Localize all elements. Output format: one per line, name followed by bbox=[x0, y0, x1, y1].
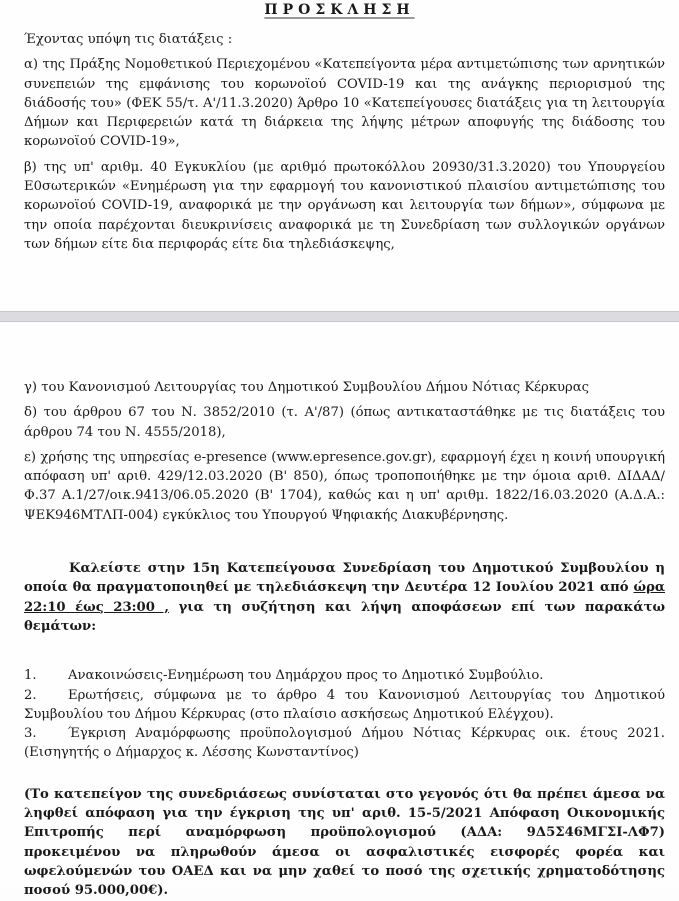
agenda-item-number: 3. bbox=[24, 726, 37, 742]
invitation-time: ώρα 22:10 έως 23:00 , bbox=[24, 580, 665, 615]
provision-beta: β) της υπ' αριθμ. 40 Εγκυκλίου (με αριθμό πρωτοκόλλου 20930/31.3.2020) του Υπουργείου Ε0σωτερικών «Ενημέρωση για την εφαρμογή του κανονιστικού πλαισίου αντιμετώπισης του κορωνοϊού COVID-19, αναφορικά με την οργάνωση και λειτουργία των δήμων», σύμφωνα με την οποία παρέχονται διευκρινίσεις αναφορικά με τη Συνεδρίαση των συλλογικών οργάνων των δήμων είτε δια περιφοράς είτε δια τηλεδιάσκεψης, bbox=[24, 159, 665, 252]
invitation-paragraph bbox=[24, 559, 665, 636]
intro-text: Έχοντας υπόψη τις διατάξεις : bbox=[24, 32, 233, 47]
agenda-item-number: 1. bbox=[24, 668, 37, 684]
document-title-text: ΠΡΟΣΚΛΗΣΗ bbox=[264, 2, 415, 18]
provision-alpha: α) της Πράξης Νομοθετικού Περιεχομένου «Κατεπείγοντα μέρα αντιμετώπισης των αρνητικών συνεπειών της εμφάνισης του κορωνοϊού COVID-19 και της ανάγκης περιορισμού της διάδοσής του» (ΦΕΚ 55/τ. Α'/11.3.2020) Άρθρο 10 «Κατεπείγουσες διατάξεις για τη λειτουργία Δήμων και Περιφερειών κατά τη διάρκεια της λήψης μέτρων αποφυγής της διάδοσης του κορωνοϊού COVID-19», bbox=[24, 57, 665, 150]
page-1-content bbox=[24, 30, 665, 254]
agenda-item bbox=[24, 666, 665, 685]
document-page-1 bbox=[0, 0, 679, 311]
provision-delta: δ) του άρθρου 67 του Ν. 3852/2010 (τ. Α'/87) (όπως αντικαταστάθηκε με τις διατάξεις του άρθρου 74 του Ν. 4555/2018), bbox=[24, 405, 665, 440]
urgency-note: (Το κατεπείγον της συνεδριάσεως συνίσταται στο γεγονός ότι θα πρέπει άμεσα να ληφθεί απόφαση για την έγκριση της υπ' αριθ. 15-5/2021 Απόφαση Οικονομικής Επιτροπής περί αναμόρφωση προϋπολογισμού (ΑΔΑ: 9Δ5Σ46ΜΓΣΙ-ΛΦ7) προκειμένου να πληρωθούν άμεσα οι ασφαλιστικές εισφορές φορέα και ωφελούμενών του ΟΑΕΔ και να μην χαθεί το ποσό της σχετικής χρηματοδότησης ποσού 95.000,00€). bbox=[24, 786, 665, 899]
agenda-item-text: Ερωτήσεις, σύμφωνα με το άρθρο 4 του Κανονισμού Λειτουργίας του Δημοτικού Συμβουλίου του Δήμου Κέρκυρας (στο πλαίσιο ασκήσεως Δημοτικού Ελέγχου). bbox=[24, 687, 665, 722]
agenda-item-text: Ανακοινώσεις-Ενημέρωση του Δημάρχου προς το Δημοτικό Συμβούλιο. bbox=[68, 668, 544, 684]
invitation-text-1: Καλείστε στην 15η Κατεπείγουσα Συνεδρίαση του Δημοτικού Συμβουλίου η οποία θα πραγματοποιηθεί με τηλεδιάσκεψη την Δευτέρα 12 Ιουλίου 2021 από bbox=[24, 561, 665, 596]
invitation-text-2: για τη συζήτηση και λήψη αποφάσεων επί των παρακάτω θεμάτων: bbox=[24, 599, 665, 634]
agenda-item bbox=[24, 686, 665, 725]
provision-gamma: γ) του Κανονισμού Λειτουργίας του Δημοτικού Συμβουλίου Δήμου Νότιας Κέρκυρας bbox=[24, 380, 590, 395]
agenda-item bbox=[24, 724, 665, 763]
agenda-item-number: 2. bbox=[24, 687, 37, 703]
agenda-list bbox=[24, 666, 665, 762]
page-break-divider bbox=[0, 311, 679, 322]
agenda-item-text: Έγκριση Αναμόρφωσης προϋπολογισμού Δήμου Νότιας Κέρκυρας οικ. έτους 2021. (Εισηγητής ο Δήμαρχος κ. Λέσσης Κωνσταντίνος) bbox=[24, 726, 665, 761]
document-page-2 bbox=[0, 322, 679, 899]
document-title bbox=[0, 2, 679, 18]
page-2-content bbox=[24, 378, 665, 901]
provision-epsilon: ε) χρήσης της υπηρεσίας e-presence (www.epresence.gov.gr), εφαρμογή έχει η κοινή υπουργική απόφαση υπ' αριθ. 429/12.03.2020 (Β' 850), όπως τροποποιήθηκε με την όμοια αριθ. ΔΙΔΑΔ/Φ.37 Α.1/27/οικ.9413/06.05.2020 (Β' 1704), καθώς και η υπ' αριθμ. 1822/16.03.2020 (Α.Δ.Α.: ΨΕΚ946ΜΤΛΠ-004) εγκύκλιος του Υπουργού Ψηφιακής Διακυβέρνησης. bbox=[24, 449, 665, 523]
